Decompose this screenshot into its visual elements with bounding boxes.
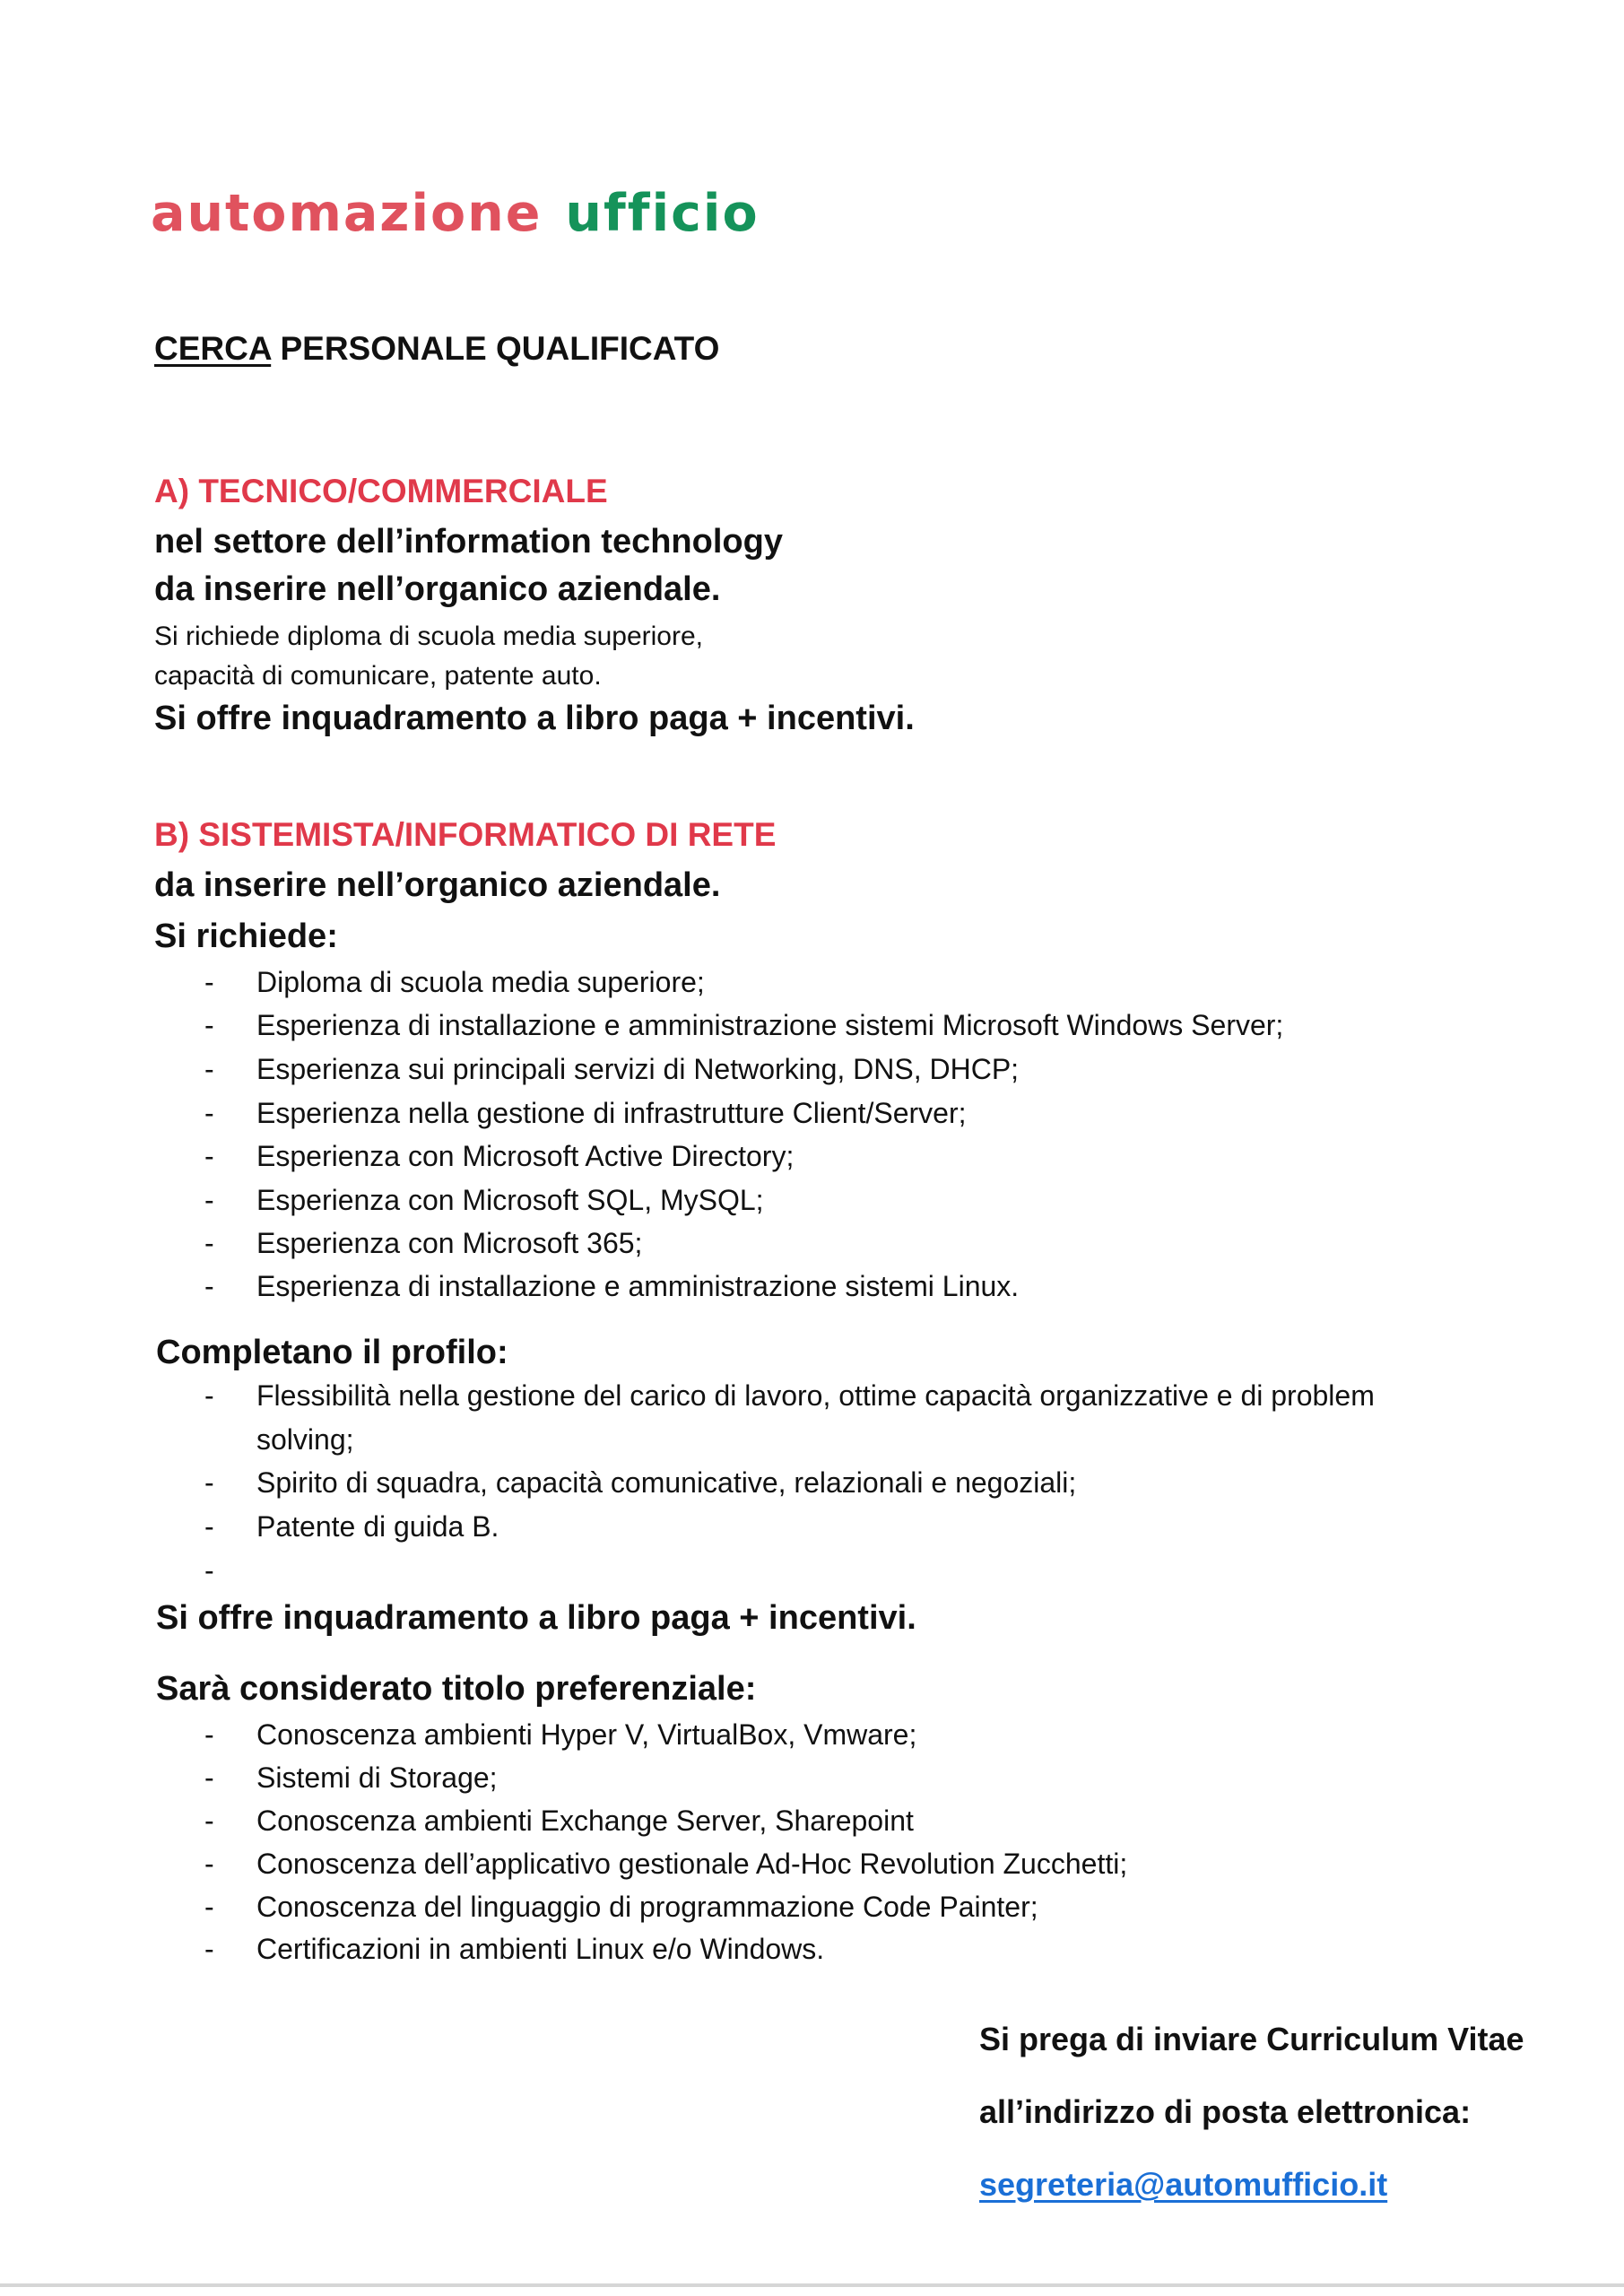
section-a-offer: Si offre inquadramento a libro paga + incentivi. xyxy=(154,700,915,737)
section-a-line2: da inserire nell’organico aziendale. xyxy=(154,570,721,608)
profile-heading: Completano il profilo: xyxy=(156,1334,508,1371)
page-bottom-border xyxy=(0,2283,1624,2287)
section-b-title: B) SISTEMISTA/INFORMATICO DI RETE xyxy=(154,816,777,853)
job-posting-page: automazione ufficio CERCA PERSONALE QUALIFICATO A) TECNICO/COMMERCIALE nel settore dell’information technology da inserire nell’organico aziendale. Si richiede diploma di scuola media superiore, capacità di comunicare, patente auto. Si offre inquadramento a libro paga + incentivi. B) SISTEMISTA/INFORMATICO DI RETE da inserire nell’organico aziendale. Si richiede: - Diploma di scuola media superiore; - Esperienza di installazione e amministrazione sistemi Microsoft Windows Server; - Esperienza sui principali servizi di Networking, DNS, DHCP; - Esperienza nella gestione di infrastrutture Client/Server; - Esperienza con Microsoft Active Directory; - Esperienza con Microsoft SQL, MySQL; - Esperienza con Microsoft 365; - Esperienza di installazione e amministrazione sistemi Linux. Completano il profilo: - Flessibilità nella gestione del carico di lavoro, ottime capacità organizzative e di problem solving; - Spirito di squadra, capacità comunicative, relazionali e negoziali; - Patente di guida B. - Si offre inquadramento a libro paga + incentivi. Sarà considerato titolo preferenziale: - Conoscenza ambienti Hyper V, VirtualBox, Vmware; - Sistemi di Storage; - Conoscenza ambienti Exchange Server, Sharepoint - Conoscenza dell’applicativo gestionale Ad-Hoc Revolution Zucchetti; - Conoscenza del linguaggio di programmazione Code Painter; - Certificazioni in ambienti Linux e/o Windows. Si prega di inviare Curriculum Vitae all’indirizzo di posta elettronica: segreteria@automufficio.it xyxy=(0,0,1624,2296)
heading-cerca: CERCA xyxy=(154,330,272,367)
signoff-line2: all’indirizzo di posta elettronica: xyxy=(979,2093,1472,2130)
section-b-line1: da inserire nell’organico aziendale. xyxy=(154,866,721,904)
section-a-title: A) TECNICO/COMMERCIALE xyxy=(154,473,608,509)
preferential-heading: Sarà considerato titolo preferenziale: xyxy=(156,1670,757,1708)
email-link[interactable]: segreteria@automufficio.it xyxy=(979,2166,1388,2203)
section-a-line3: Si richiede diploma di scuola media superiore, xyxy=(154,622,703,651)
signoff-line1: Si prega di inviare Curriculum Vitae xyxy=(979,2021,1524,2057)
requirements-heading: Si richiede: xyxy=(154,918,338,955)
section-a-line1: nel settore dell’information technology xyxy=(154,523,783,561)
page-heading xyxy=(154,330,719,368)
heading-rest: PERSONALE QUALIFICATO xyxy=(280,330,720,367)
logo-word-ufficio: ufficio xyxy=(565,184,760,243)
logo-word-automazione: automazione xyxy=(151,184,543,243)
company-logo xyxy=(151,184,760,243)
section-b-offer: Si offre inquadramento a libro paga + incentivi. xyxy=(156,1599,916,1637)
section-a-line4: capacità di comunicare, patente auto. xyxy=(154,661,602,691)
